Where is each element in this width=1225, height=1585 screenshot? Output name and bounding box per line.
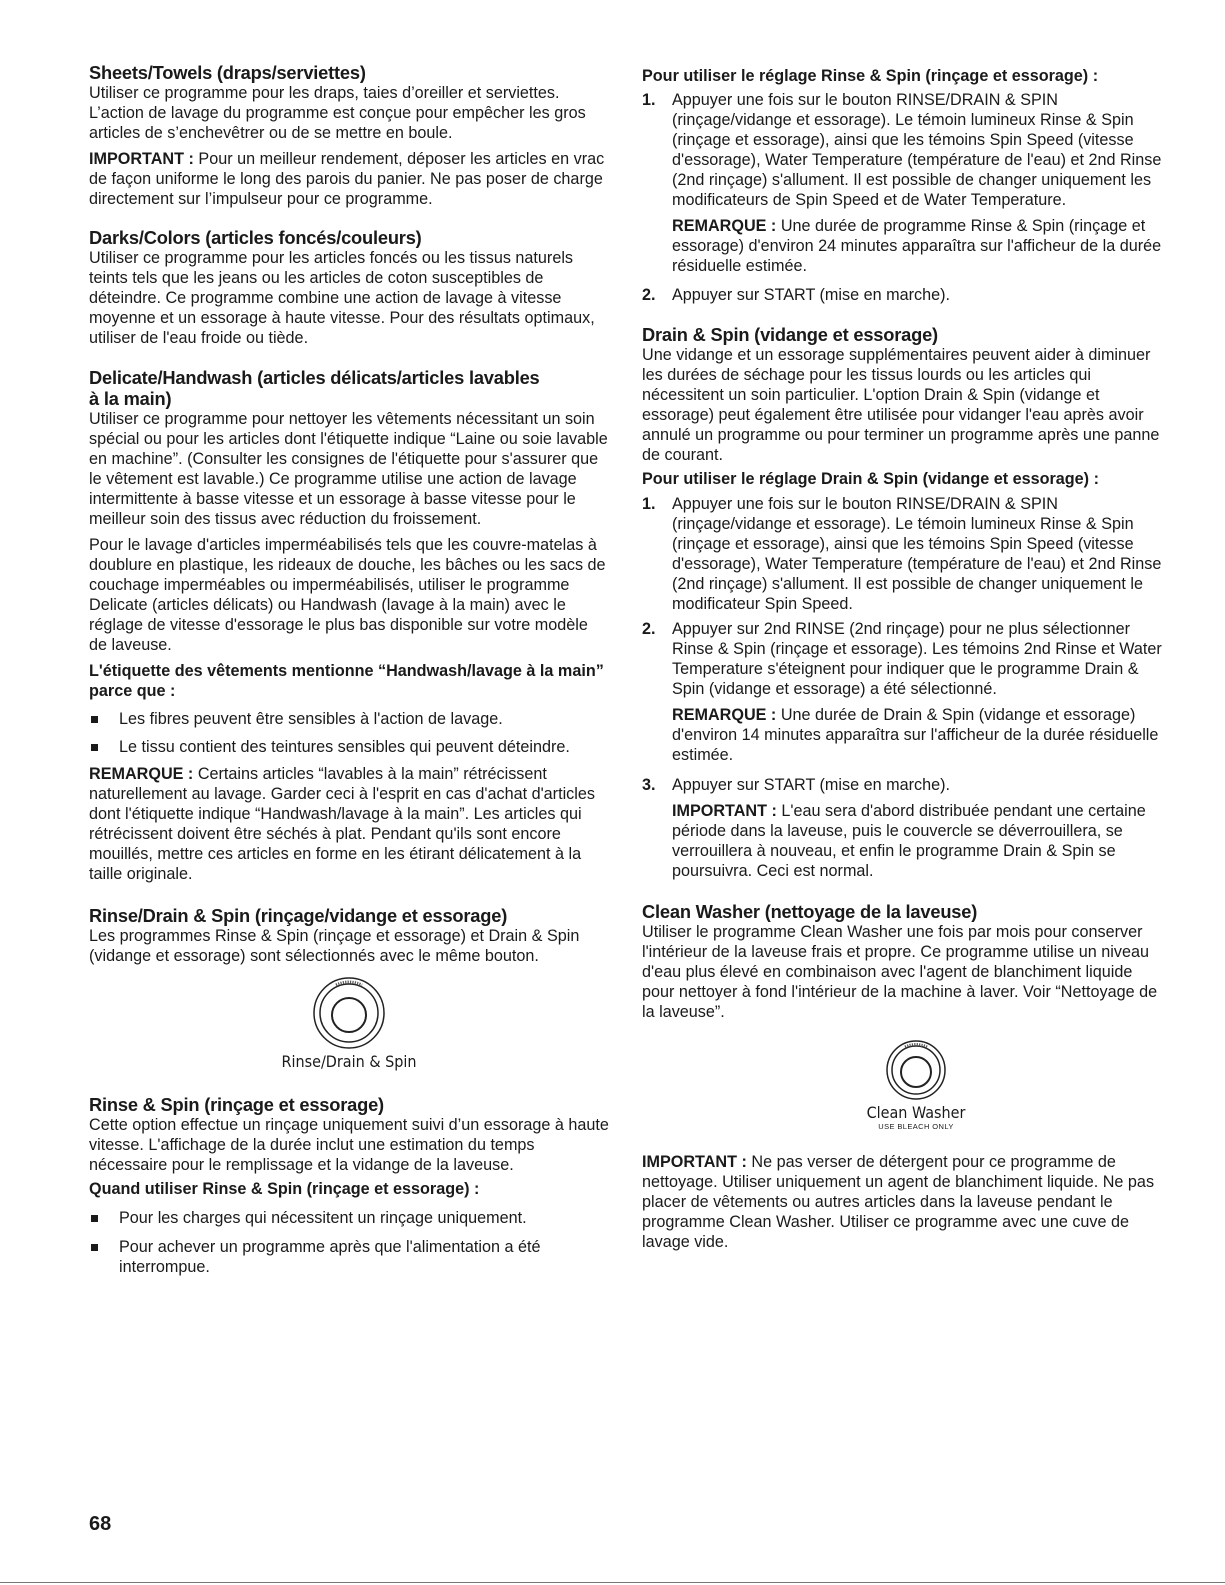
important-label: IMPORTANT : (672, 802, 777, 820)
step-number: 2. (642, 286, 656, 304)
step-number: 1. (642, 91, 656, 109)
rinse-spin-body: Cette option effectue un rinçage uniquement suivi d’un essorage à haute vitesse. L'affichage de la durée inclut une estimation du temps nécessaire pour le remplissage et la vidange de la laveuse. (89, 1116, 609, 1174)
list-item: Les fibres peuvent être sensibles à l'action de lavage. (89, 709, 609, 729)
step-text: Appuyer une fois sur le bouton RINSE/DRAIN & SPIN (rinçage/vidange et essorage). Le témoin lumineux Rinse & Spin (rinçage et essorage), ainsi que les témoins Spin Speed (vitesse d'essorage), Water Temperature (température de l'eau) et 2nd Rinse (2nd rinçage) s'allument. Il est possible de changer uniquement les modificateurs de Spin Speed et de Water Temperature. (672, 91, 1162, 209)
step-number: 3. (642, 776, 656, 794)
rinse-spin-when-heading: Quand utiliser Rinse & Spin (rinçage et essorage) : (89, 1180, 480, 1198)
rinse-drain-spin-heading: Rinse/Drain & Spin (rinçage/vidange et essorage) (89, 905, 508, 926)
list-item (642, 285, 1162, 305)
note-label: REMARQUE : (672, 217, 777, 235)
clean-washer-button-sublabel: USE BLEACH ONLY (878, 1122, 954, 1131)
important-text: Ne pas verser de détergent pour ce programme de nettoyage. Utiliser uniquement un agent de blanchiment liquide. Ne pas placer de vêtements ou autres articles dans la laveuse pendant le programme Clean Washer. Utiliser ce programme avec une cuve de lavage vide. (642, 1153, 1155, 1251)
delicate-heading-line1: Delicate/Handwash (articles délicats/articles lavables (89, 367, 540, 388)
drain-spin-body: Une vidange et un essorage supplémentaires peuvent aider à diminuer les durées de séchage pour les tissus lourds ou les articles qui nécessitent un soin particulier. L'option Drain & Spin (vidange et essorage) peut également être utilisée pour vidanger l'eau après avoir annulé un programme ou pour terminer un programme après une panne de courant. (642, 346, 1160, 464)
rinse-drain-spin-body: Les programmes Rinse & Spin (rinçage et essorage) et Drain & Spin (vidange et essorage) sont sélectionnés avec le même bouton. (89, 927, 580, 965)
use-rinse-spin-note (642, 216, 1162, 276)
clean-washer-important (642, 1152, 1162, 1252)
step-number: 1. (642, 495, 656, 513)
note-label: REMARQUE : (89, 765, 194, 783)
note-label: REMARQUE : (672, 706, 777, 724)
list-item (642, 619, 1162, 699)
important-label: IMPORTANT : (89, 150, 194, 168)
page-number: 68 (89, 1513, 112, 1535)
bottom-rule (0, 1582, 1225, 1583)
delicate-heading-line2: à la main) (89, 388, 172, 409)
darks-colors-heading: Darks/Colors (articles foncés/couleurs) (89, 227, 422, 248)
drain-spin-note (642, 705, 1162, 765)
rinse-drain-spin-button-icon (309, 975, 389, 1051)
delicate-handwash-heading (89, 367, 609, 409)
clean-washer-button-label: Clean Washer (866, 1103, 966, 1122)
step-text: Appuyer sur 2nd RINSE (2nd rinçage) pour ne plus sélectionner Rinse & Spin (rinçage et essorage). Les témoins 2nd Rinse et Water Temperature s'éteignent pour indiquer que le programme Drain & Spin (vidange et essorage) a été sélectionné. (672, 620, 1162, 698)
important-text: Pour un meilleur rendement, déposer les articles en vrac de façon uniforme le long des parois du panier. Ne pas poser de charge directement sur l’impulseur pour ce programme. (89, 150, 605, 208)
sheets-towels-body: Utiliser ce programme pour les draps, taies d’oreiller et serviettes. L’action de lavage du programme est conçue pour empêcher les gros articles de s’enchevêtrer ou de se mettre en boule. (89, 84, 586, 142)
clean-washer-button-icon (883, 1038, 949, 1102)
step-number: 2. (642, 620, 656, 638)
handwash-label-heading: L'étiquette des vêtements mentionne “Handwash/lavage à la main” parce que : (89, 662, 604, 700)
delicate-note (89, 764, 609, 884)
note-text: Certains articles “lavables à la main” rétrécissent naturellement au lavage. Garder ceci à l'esprit en cas d'achat d'articles dont l'étiquette indique “Handwash/lavage à la main”. Les articles qui rétrécissent doivent être séchés à plat. Pendant qu'ils sont encore mouillés, mettre ces articles en forme en les étirant délicatement à la taille originale. (89, 765, 595, 883)
drain-spin-important (642, 801, 1162, 881)
delicate-body-2: Pour le lavage d'articles imperméabilisés tels que les couvre-matelas à doublure en plastique, les rideaux de douche, les bâches ou les sacs de couchage imperméables ou imperméabilisés, utiliser le programme Delicate (articles délicats) ou Handwash (lavage à la main) avec le réglage de vitesse d'essorage le plus bas disponible sur votre modèle de laveuse. (89, 536, 606, 654)
rinse-drain-spin-button-label: Rinse/Drain & Spin (281, 1052, 417, 1071)
rinse-spin-heading: Rinse & Spin (rinçage et essorage) (89, 1094, 384, 1115)
clean-washer-heading: Clean Washer (nettoyage de la laveuse) (642, 901, 978, 922)
important-label: IMPORTANT : (642, 1153, 747, 1171)
delicate-body-1: Utiliser ce programme pour nettoyer les vêtements nécessitant un soin spécial ou pour les articles dont l'étiquette indique “Laine ou soie lavable en machine”. (Consulter les consignes de l'étiquette pour s'assurer que le vêtement est lavable.) Ce programme utilise une action de lavage intermittente à basse vitesse et un essorage à basse vitesse pour le meilleur soin des tissus avec réduction du froissement. (89, 410, 608, 528)
step-text: Appuyer une fois sur le bouton RINSE/DRAIN & SPIN (rinçage/vidange et essorage). Le témoin lumineux Rinse & Spin (rinçage et essorage), ainsi que les témoins Spin Speed (vitesse d'essorage), Water Temperature (température de l'eau) et 2nd Rinse (2nd rinçage) s'allument. Il est possible de changer uniquement le modificateur Spin Speed. (672, 495, 1162, 613)
use-drain-spin-heading: Pour utiliser le réglage Drain & Spin (vidange et essorage) : (642, 470, 1099, 488)
right-column (642, 62, 1162, 1252)
note-text: Une durée de Drain & Spin (vidange et essorage) d'environ 14 minutes apparaîtra sur l'afficheur de la durée résiduelle estimée. (672, 706, 1159, 764)
step-text: Appuyer sur START (mise en marche). (672, 286, 950, 304)
note-text: Une durée de programme Rinse & Spin (rinçage et essorage) d'environ 24 minutes apparaîtra sur l'afficheur de la durée résiduelle estimée. (672, 217, 1162, 275)
list-item: Pour les charges qui nécessitent un rinçage uniquement. (89, 1208, 609, 1228)
step-text: Appuyer sur START (mise en marche). (672, 776, 950, 794)
important-text: L'eau sera d'abord distribuée pendant une certaine période dans la laveuse, puis le couvercle se déverrouillera, se verrouillera à nouveau, et enfin le programme Drain & Spin se poursuivra. Ceci est normal. (672, 802, 1146, 880)
use-rinse-spin-heading: Pour utiliser le réglage Rinse & Spin (rinçage et essorage) : (642, 67, 1099, 85)
clean-washer-body: Utiliser le programme Clean Washer une fois par mois pour conserver l'intérieur de la laveuse frais et propre. Ce programme utilise un niveau d'eau plus élevé en combinaison avec l'agent de blanchiment liquide pour nettoyer à fond l'intérieur de la machine à laver. Voir “Nettoyage de la laveuse”. (642, 923, 1158, 1021)
list-item: Le tissu contient des teintures sensibles qui peuvent déteindre. (89, 737, 609, 757)
left-column (89, 62, 609, 1277)
clean-washer-button-illustration (670, 1038, 1162, 1131)
darks-colors-body: Utiliser ce programme pour les articles foncés ou les tissus naturels teints tels que les jeans ou les articles de coton susceptibles de déteindre. Ce programme combine une action de lavage à vitesse moyenne et un essorage à haute vitesse. Pour des résultats optimaux, utiliser de l'eau froide ou tiède. (89, 249, 595, 347)
list-item (642, 90, 1162, 210)
sheets-towels-important (89, 149, 609, 209)
list-item: Pour achever un programme après que l'alimentation a été interrompue. (89, 1237, 609, 1277)
rinse-drain-spin-button-illustration (89, 975, 609, 1071)
sheets-towels-heading: Sheets/Towels (draps/serviettes) (89, 62, 366, 83)
list-item (642, 494, 1162, 614)
list-item (642, 775, 1162, 795)
drain-spin-heading: Drain & Spin (vidange et essorage) (642, 324, 938, 345)
